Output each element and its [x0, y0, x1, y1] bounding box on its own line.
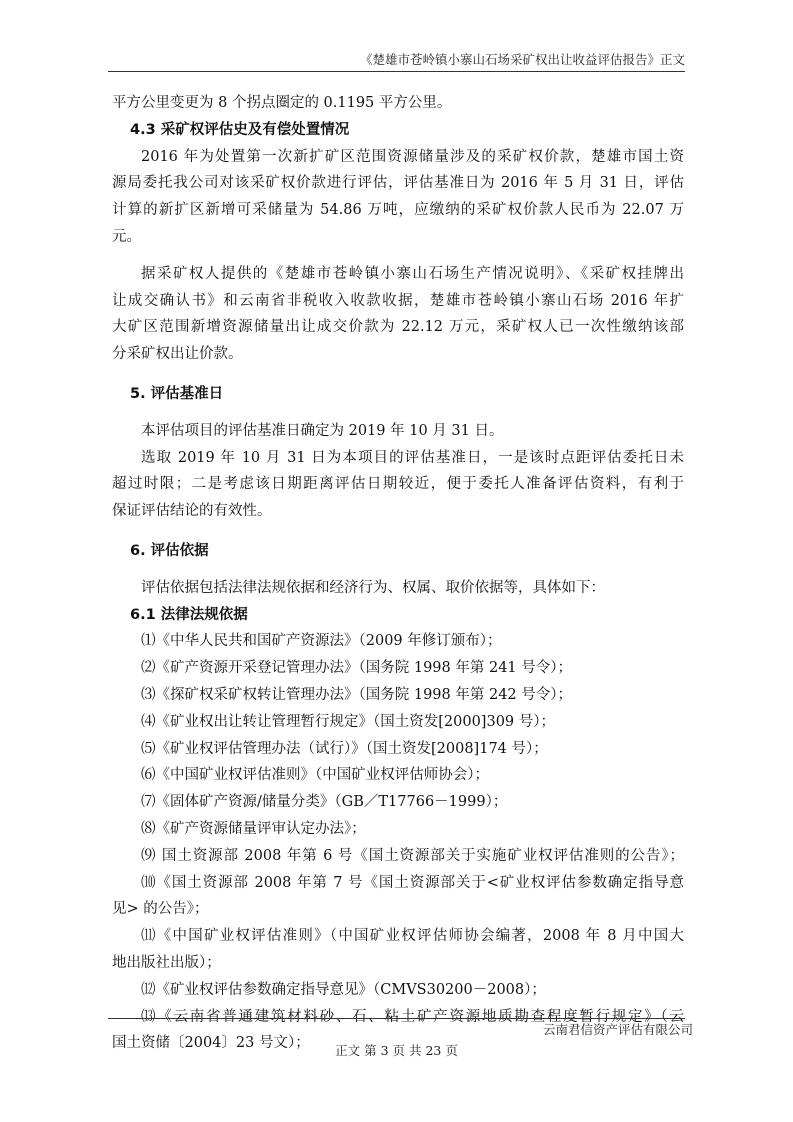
- list-item: ⑴《中华人民共和国矿产资源法》（2009 年修订颁布）；: [141, 633, 502, 650]
- body-line: 让成交确认书》和云南省非税收入收款收据，楚雄市苍岭镇小寨山石场 2016 年扩: [112, 292, 684, 309]
- body-line: 计算的新扩区新增可采储量为 54.86 万吨，应缴纳的采矿权价款人民币为 22.07 万: [112, 202, 684, 219]
- list-item-continuation: 地出版社出版）；: [112, 954, 221, 971]
- body-line: 分采矿权出让价款。: [112, 346, 243, 363]
- body-line: 2016 年为处置第一次新扩矿区范围资源储量涉及的采矿权价款，楚雄市国土资: [141, 148, 684, 165]
- footer-company: 云南君信资产评估有限公司: [542, 1022, 693, 1037]
- list-item-continuation: 见> 的公告》；: [112, 901, 209, 918]
- list-item: ⑿《矿业权评估参数确定指导意见》（CMVS30200－2008）；: [141, 981, 546, 998]
- document-body: [112, 90, 684, 1057]
- body-line: 平方公里变更为 8 个拐点圈定的 0.1195 平方公里。: [112, 95, 452, 111]
- section-heading-6-1: 6.1 法律法规依据: [130, 606, 248, 623]
- list-item: ⑼ 国土资源部 2008 年第 6 号《国土资源部关于实施矿业权评估准则的公告》；: [141, 847, 684, 864]
- list-item: ⑵《矿产资源开采登记管理办法》（国务院 1998 年第 241 号令）；: [141, 660, 573, 677]
- body-line: 大矿区范围新增资源储量出让成交价款为 22.12 万元，采矿权人已一次性缴纳该部: [112, 319, 684, 336]
- page-header: 《楚雄市苍岭镇小寨山石场采矿权出让收益评估报告》正文: [359, 52, 685, 67]
- body-line: 源局委托我公司对该采矿权价款进行评估，评估基准日为 2016 年 5 月 31 日，评估: [112, 175, 684, 192]
- list-item: ⑾《中国矿业权评估准则》（中国矿业权评估师协会编著，2008 年 8 月中国大: [141, 928, 684, 945]
- section-heading-6: 6. 评估依据: [130, 542, 209, 559]
- page-number: 正文 第 3 页 共 23 页: [335, 1043, 458, 1058]
- list-item: ⑺《固体矿产资源/储量分类》（GB／T17766－1999）；: [141, 794, 508, 811]
- body-line: 据采矿权人提供的《楚雄市苍岭镇小寨山石场生产情况说明》、《采矿权挂牌出: [141, 265, 684, 282]
- section-heading-5: 5. 评估基准日: [130, 385, 224, 402]
- header-divider: [108, 71, 685, 72]
- body-line: 选取 2019 年 10 月 31 日为本项目的评估基准日，一是该时点距评估委托日未: [141, 449, 684, 466]
- body-line: 保证评估结论的有效性。: [112, 503, 272, 520]
- list-item: ⑹《中国矿业权评估准则》（中国矿业权评估师协会）；: [141, 767, 489, 784]
- body-line: 元。: [112, 228, 141, 245]
- body-line: 超过时限；二是考虑该日期距离评估日期较近，便于委托人准备评估资料，有利于: [112, 476, 684, 493]
- footer-divider: [108, 1018, 685, 1019]
- section-heading-4-3: 4.3 采矿权评估史及有偿处置情况: [130, 121, 350, 138]
- body-line: 评估依据包括法律法规依据和经济行为、权属、取价依据等，具体如下：: [141, 579, 605, 596]
- list-item: ⒀《云南省普通建筑材料砂、石、粘土矿产资源地质勘查程度暂行规定》（云: [141, 1008, 684, 1025]
- list-item: ⑽《国土资源部 2008 年第 7 号《国土资源部关于<矿业权评估参数确定指导意: [141, 874, 684, 891]
- list-item: ⑸《矿业权评估管理办法（试行）》（国土资发[2008]174 号）；: [141, 740, 548, 757]
- list-item-continuation: 国土资储〔2004〕23 号文）；: [112, 1035, 310, 1052]
- body-line: 本评估项目的评估基准日确定为 2019 年 10 月 31 日。: [141, 422, 504, 439]
- list-item: ⑻《矿产资源储量评审认定办法》；: [141, 820, 366, 837]
- list-item: ⑶《探矿权采矿权转让管理办法》（国务院 1998 年第 242 号令）；: [141, 686, 573, 703]
- list-item: ⑷《矿业权出让转让管理暂行规定》（国土资发[2000]309 号）；: [141, 713, 555, 730]
